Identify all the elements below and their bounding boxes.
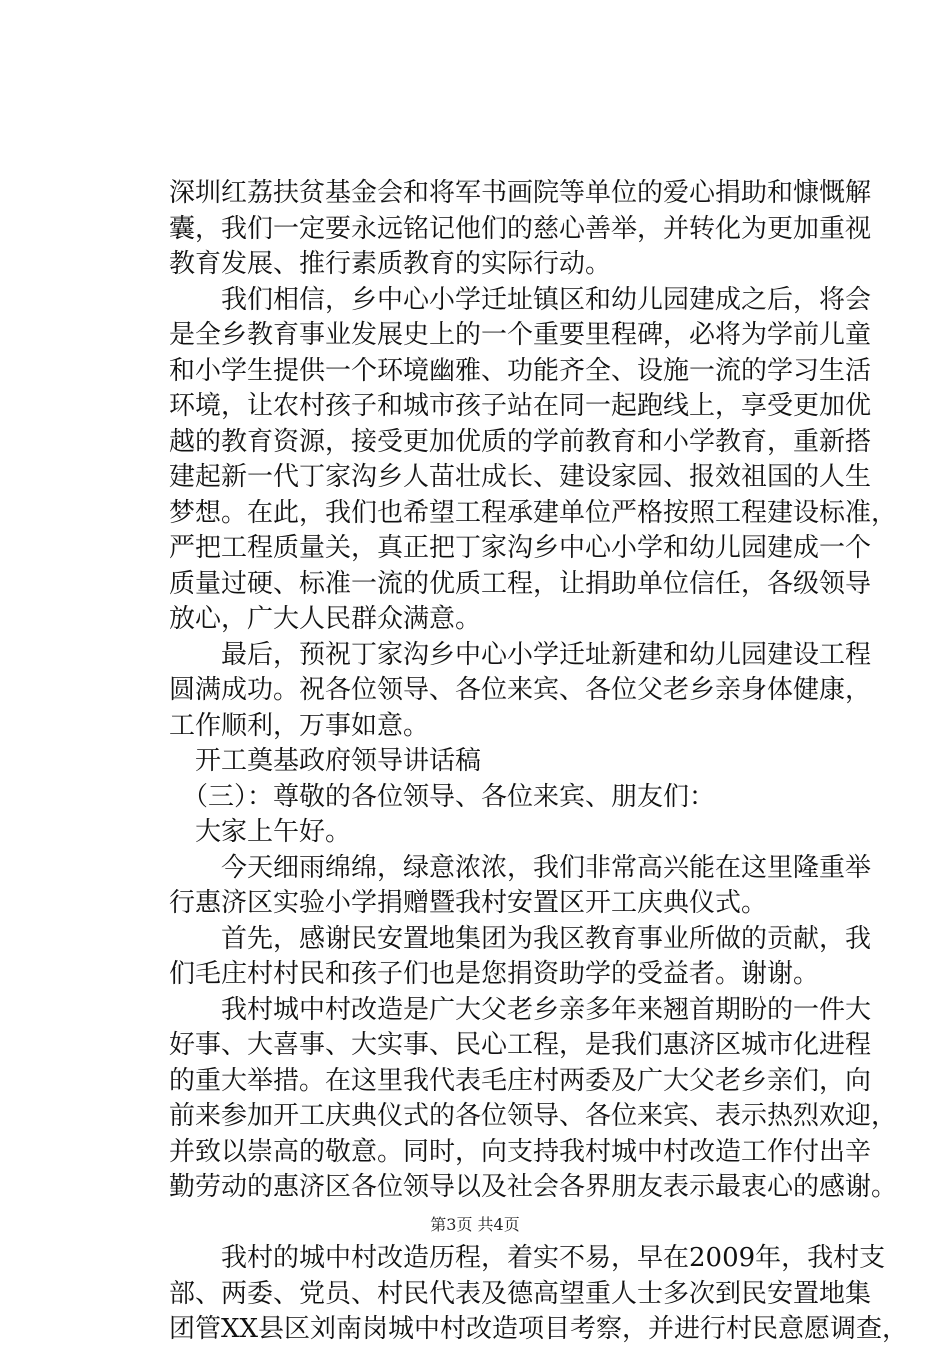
text-line: 我村的城中村改造历程，着实不易，早在2009年，我村支 — [169, 1243, 886, 1273]
text-line: 建起新一代丁家沟乡人苗壮成长、建设家园、报效祖国的人生 — [169, 462, 872, 492]
text-line: 环境，让农村孩子和城市孩子站在同一起跑线上，享受更加优 — [169, 391, 872, 421]
text-line: 今天细雨绵绵，绿意浓浓，我们非常高兴能在这里隆重举 — [169, 852, 872, 883]
text-line: 和小学生提供一个环境幽雅、功能齐全、设施一流的学习生活 — [169, 355, 872, 386]
text-line: 圆满成功。祝各位领导、各位来宾、各位父老乡亲身体健康， — [169, 675, 872, 705]
text-line: 前来参加开工庆典仪式的各位领导、各位来宾、表示热烈欢迎， — [169, 1101, 898, 1131]
text-line: 勤劳动的惠济区各位领导以及社会各界朋友表示最衷心的感谢。 — [169, 1172, 898, 1202]
text-line: 我们相信，乡中心小学迁址镇区和幼儿园建成之后，将会 — [169, 284, 872, 315]
text-line: 工作顺利，万事如意。 — [169, 710, 430, 741]
text-line: 越的教育资源，接受更加优质的学前教育和小学教育，重新搭 — [169, 426, 872, 457]
section-title: 开工奠基政府领导讲话稿 — [169, 746, 482, 776]
text-line: 并致以崇高的敬意。同时，向支持我村城中村改造工作付出辛 — [169, 1136, 872, 1167]
text-line: 团管XX县区刘南岗城中村改造项目考察，并进行村民意愿调查， — [169, 1314, 909, 1344]
text-line: 放心，广大人民群众满意。 — [169, 604, 482, 634]
text-line: 好事、大喜事、大实事、民心工程，是我们惠济区城市化进程 — [169, 1030, 872, 1060]
text-line: 严把工程质量关，真正把丁家沟乡中心小学和幼儿园建成一个 — [169, 533, 872, 563]
text-line: 质量过硬、标准一流的优质工程，让捐助单位信任，各级领导 — [169, 568, 872, 599]
text-line: 梦想。在此，我们也希望工程承建单位严格按照工程建设标准， — [169, 497, 898, 528]
text-line: 囊，我们一定要永远铭记他们的慈心善举，并转化为更加重视 — [169, 213, 872, 244]
greeting-line: 大家上午好。 — [169, 817, 352, 847]
text-line: 我村城中村改造是广大父老乡亲多年来翘首期盼的一件大 — [169, 994, 872, 1025]
text-line: 的重大举措。在这里我代表毛庄村两委及广大父老乡亲们，向 — [169, 1065, 872, 1096]
page-footer: 第3页 共4页 — [430, 1215, 520, 1234]
text-line: 们毛庄村村民和孩子们也是您捐资助学的受益者。谢谢。 — [169, 959, 820, 989]
text-line: 部、两委、党员、村民代表及德高望重人士多次到民安置地集 — [169, 1278, 872, 1309]
text-line: 行惠济区实验小学捐赠暨我村安置区开工庆典仪式。 — [169, 888, 768, 918]
text-line: 最后，预祝丁家沟乡中心小学迁址新建和幼儿园建设工程 — [169, 639, 872, 670]
text-line: 首先，感谢民安置地集团为我区教育事业所做的贡献，我 — [169, 923, 872, 954]
text-line: 深圳红荔扶贫基金会和将军书画院等单位的爱心捐助和慷慨解 — [169, 178, 872, 208]
salutation-line: （三）：尊敬的各位领导、各位来宾、朋友们： — [169, 781, 716, 812]
text-line: 是全乡教育事业发展史上的一个重要里程碑，必将为学前儿童 — [169, 320, 872, 350]
document-body — [169, 176, 909, 1348]
text-line: 教育发展、推行素质教育的实际行动。 — [169, 249, 612, 279]
